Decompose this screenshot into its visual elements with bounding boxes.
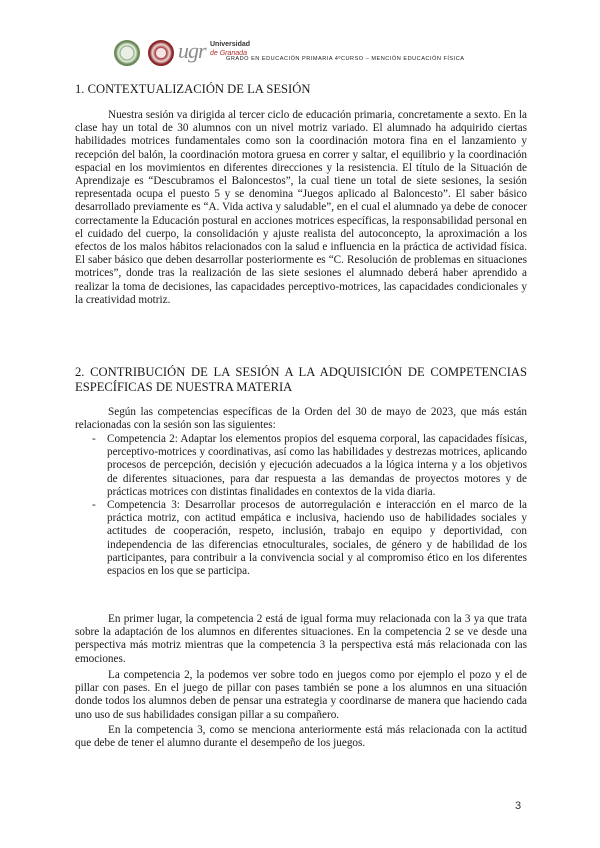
competency-2-text: Competencia 2: Adaptar los elementos propios del esquema corporal, las capacidades físicas, perceptivo-motrices y coordinativas, así como las habilidades y destrezas motrices, aplicando procesos de percepción, decisión y ejecución adecuados a la lógica interna y a los objetivos de diferentes situaciones, para dar respuesta a las demandas de proyectos motores y de prácticas motrices con distintas finalidades en contextos de la vida diaria. [107, 433, 527, 498]
degree-header-text: GRADO EN EDUCACIÓN PRIMARIA 4ºCURSO – MENCIÓN EDUCACIÓN FÍSICA [226, 56, 465, 62]
competencies-list [92, 433, 527, 578]
university-name-line1: Universidad [210, 41, 251, 48]
analysis-paragraph-2: La competencia 2, la podemos ver sobre todo en juegos como por ejemplo el pozo y el de pillar con pases. En el juego de pillar con pases también se pone a los alumnos en una situación donde todos los alumnos deben de pensar una estrategia y coordinarse de manera que haciendo cada uno uso de sus habilidades consigan pillar a su compañero. [75, 669, 527, 721]
faculty-seal-logo [114, 40, 140, 66]
section-2-heading: 2. CONTRIBUCIÓN DE LA SESIÓN A LA ADQUISICIÓN DE COMPETENCIAS ESPECÍFICAS DE NUESTRA MATERIA [75, 365, 527, 394]
ugr-logo: ugr [178, 38, 206, 63]
list-item: - Competencia 3: Desarrollar procesos de autorregulación e interacción en el marco de la práctica motriz, con actitud empática e inclusiva, haciendo uso de habilidades sociales y actitudes de cooperación, respeto, inclusión, trabajo en equipo y deportividad, con independencia de las diferencias etnoculturales, sociales, de género y de habilidad de los participantes, para contribuir a la convivencia social y al compromiso ético en los diferentes espacios en los que se participa. [92, 499, 527, 578]
university-name-line2: de Granada [210, 50, 247, 57]
page-header [114, 38, 514, 74]
analysis-paragraph-1: En primer lugar, la competencia 2 está de igual forma muy relacionada con la 3 ya que trata sobre la adaptación de los alumnos en diferentes situaciones. En la competencia 2 se ve desde una perspectiva más motriz mientras que la competencia 3 la perspectiva está más relacionada con las emociones. [75, 613, 527, 665]
section-1-heading: 1. CONTEXTUALIZACIÓN DE LA SESIÓN [75, 82, 311, 96]
university-seal-logo [148, 40, 174, 66]
section-1-paragraph: Nuestra sesión va dirigida al tercer ciclo de educación primaria, concretamente a sexto. En la clase hay un total de 30 alumnos con un nivel motriz variado. El alumnado ha adquirido ciertas habilidades motrices fundamentales como son la coordinación motora fina en el lanzamiento y recepción del balón, la coordinación motora gruesa en correr y saltar, el equilibrio y la coordinación espacial en los movimientos en diferentes direcciones y la resistencia. El título de la Situación de Aprendizaje es “Descubramos el Baloncestos”, la cual tiene un total de siete sesiones, la sesión representada ocupa el puesto 5 y se denomina “Juegos aplicado al Baloncesto”. El saber básico desarrollado previamente es “A. Vida activa y saludable”, en el cual el alumnado ya debe de conocer correctamente la Educación postural en acciones motrices específicas, la responsabilidad personal en el cuidado del cuerpo, la consolidación y ajuste realista del autoconcepto, la aproximación a los efectos de los malos hábitos relacionados con la salud e influencia en la práctica de actividad física. El saber básico que deben desarrollar posteriormente es “C. Resolución de problemas en situaciones motrices”, donde tras la realización de las siete sesiones el alumnado deberá haber aprendido a realizar la toma de decisiones, las capacidades perceptivo-motrices, las capacidades condicionales y la creatividad motriz. [75, 109, 527, 306]
competency-3-text: Competencia 3: Desarrollar procesos de autorregulación e interacción en el marco de la práctica motriz, con actitud empática e inclusiva, haciendo uso de habilidades sociales y actitudes de cooperación, respeto, inclusión, trabajo en equipo y deportividad, con independencia de las diferencias etnoculturales, sociales, de género y de habilidad de los participantes, para contribuir a la convivencia social y al compromiso ético en los diferentes espacios en los que se participa. [107, 499, 527, 578]
list-item: - Competencia 2: Adaptar los elementos propios del esquema corporal, las capacidades físicas, perceptivo-motrices y coordinativas, así como las habilidades y destrezas motrices, aplicando procesos de percepción, decisión y ejecución adecuados a la lógica interna y a los objetivos de diferentes situaciones, para dar respuesta a las demandas de proyectos motores y de prácticas motrices con distintas finalidades en contextos de la vida diaria. [92, 433, 527, 498]
section-2-intro: Según las competencias específicas de la Orden del 30 de mayo de 2023, que más están relacionadas con la sesión son las siguientes: [75, 406, 527, 432]
analysis-paragraph-3: En la competencia 3, como se menciona anteriormente está más relacionada con la actitud que debe de tener el alumno durante el desempeño de los juegos. [75, 724, 527, 750]
page-number: 3 [515, 800, 522, 812]
